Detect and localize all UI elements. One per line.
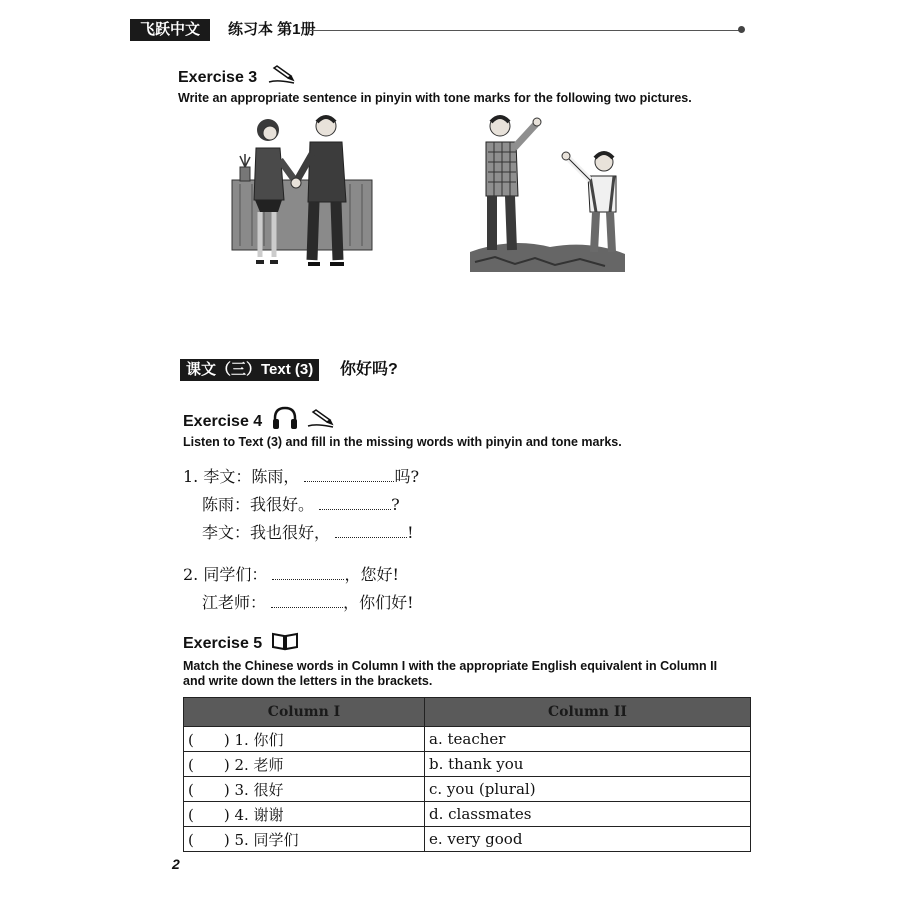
line-text: ? [391,495,400,514]
speaker: 陈雨： [202,495,251,514]
matching-table-wrapper [183,697,751,852]
line-text: 吗? [394,467,420,486]
english-cell: a. teacher [425,727,751,752]
table-row [184,777,751,802]
fill-blank[interactable] [271,593,343,608]
answer-cell[interactable]: ( ) 2. 老师 [184,752,425,777]
english-cell: d. classmates [425,802,751,827]
dialog-1-line-1 [183,467,419,487]
table-row [184,802,751,827]
fill-blank[interactable] [272,565,344,580]
lesson-title: 你好吗? [340,361,398,378]
speaker: 同学们： [203,565,268,584]
header-divider-dot [738,26,745,33]
exercise-3-heading [178,64,298,87]
line-text: 我很好。 [250,495,315,514]
page-number: 2 [172,856,180,872]
waving-illustration [470,112,630,277]
table-header-row [184,698,751,727]
dialog-number: 2. [183,565,199,584]
dialog-1-line-2 [183,495,419,515]
header-divider [308,30,740,31]
exercise-5-heading [183,631,299,653]
dialog-2-line-2 [183,593,414,613]
instruction-line-1: Match the Chinese words in Column I with the appropriate English equivalent in Column II [183,659,718,673]
fill-blank[interactable] [319,495,391,510]
english-cell: b. thank you [425,752,751,777]
pencil-writing-icon [305,408,337,430]
exercise-3-instruction: Write an appropriate sentence in pinyin with tone marks for the following two pictures. [178,91,692,105]
dialog-2-line-1 [183,565,414,585]
instruction-line-2: and write down the letters in the brackets. [183,674,433,688]
line-text: 我也很好， [250,523,331,542]
series-brand-label: 飞跃中文 [130,19,210,41]
exercise-4-heading [183,405,337,431]
line-text: ，你们好! [343,593,414,612]
pencil-writing-icon [266,64,298,86]
speaker: 李文： [203,467,252,486]
english-cell: c. you (plural) [425,777,751,802]
answer-cell[interactable]: ( ) 5. 同学们 [184,827,425,852]
fill-blank[interactable] [335,523,407,538]
speaker: 江老师： [202,593,267,612]
exercise-4-instruction: Listen to Text (3) and fill in the missing words with pinyin and tone marks. [183,435,622,449]
line-text: ! [407,523,414,542]
headphones-icon [271,405,299,431]
english-cell: e. very good [425,827,751,852]
dialog-1 [183,467,419,543]
answer-cell[interactable]: ( ) 1. 你们 [184,727,425,752]
dialog-2 [183,565,414,613]
fill-blank[interactable] [304,467,394,482]
answer-cell[interactable]: ( ) 4. 谢谢 [184,802,425,827]
handshake-illustration [230,112,380,277]
workbook-title: 练习本 第1册 [228,21,316,38]
line-text: ，您好! [344,565,399,584]
table-row [184,827,751,852]
matching-table [183,697,751,852]
exercise-5-title: Exercise 5 [183,635,263,652]
dialog-1-line-3 [183,523,419,543]
exercise-4-title: Exercise 4 [183,413,263,430]
column-1-header: Column I [184,698,425,727]
lesson-label: 课文（三）Text (3) [180,359,319,381]
exercise-5-instruction [183,659,763,689]
exercise-3-title: Exercise 3 [178,69,258,86]
dialog-number: 1. [183,467,199,486]
table-row [184,727,751,752]
speaker: 李文： [202,523,251,542]
answer-cell[interactable]: ( ) 3. 很好 [184,777,425,802]
table-row [184,752,751,777]
column-2-header: Column II [425,698,751,727]
book-icon [271,631,299,651]
line-text: 陈雨， [251,467,300,486]
